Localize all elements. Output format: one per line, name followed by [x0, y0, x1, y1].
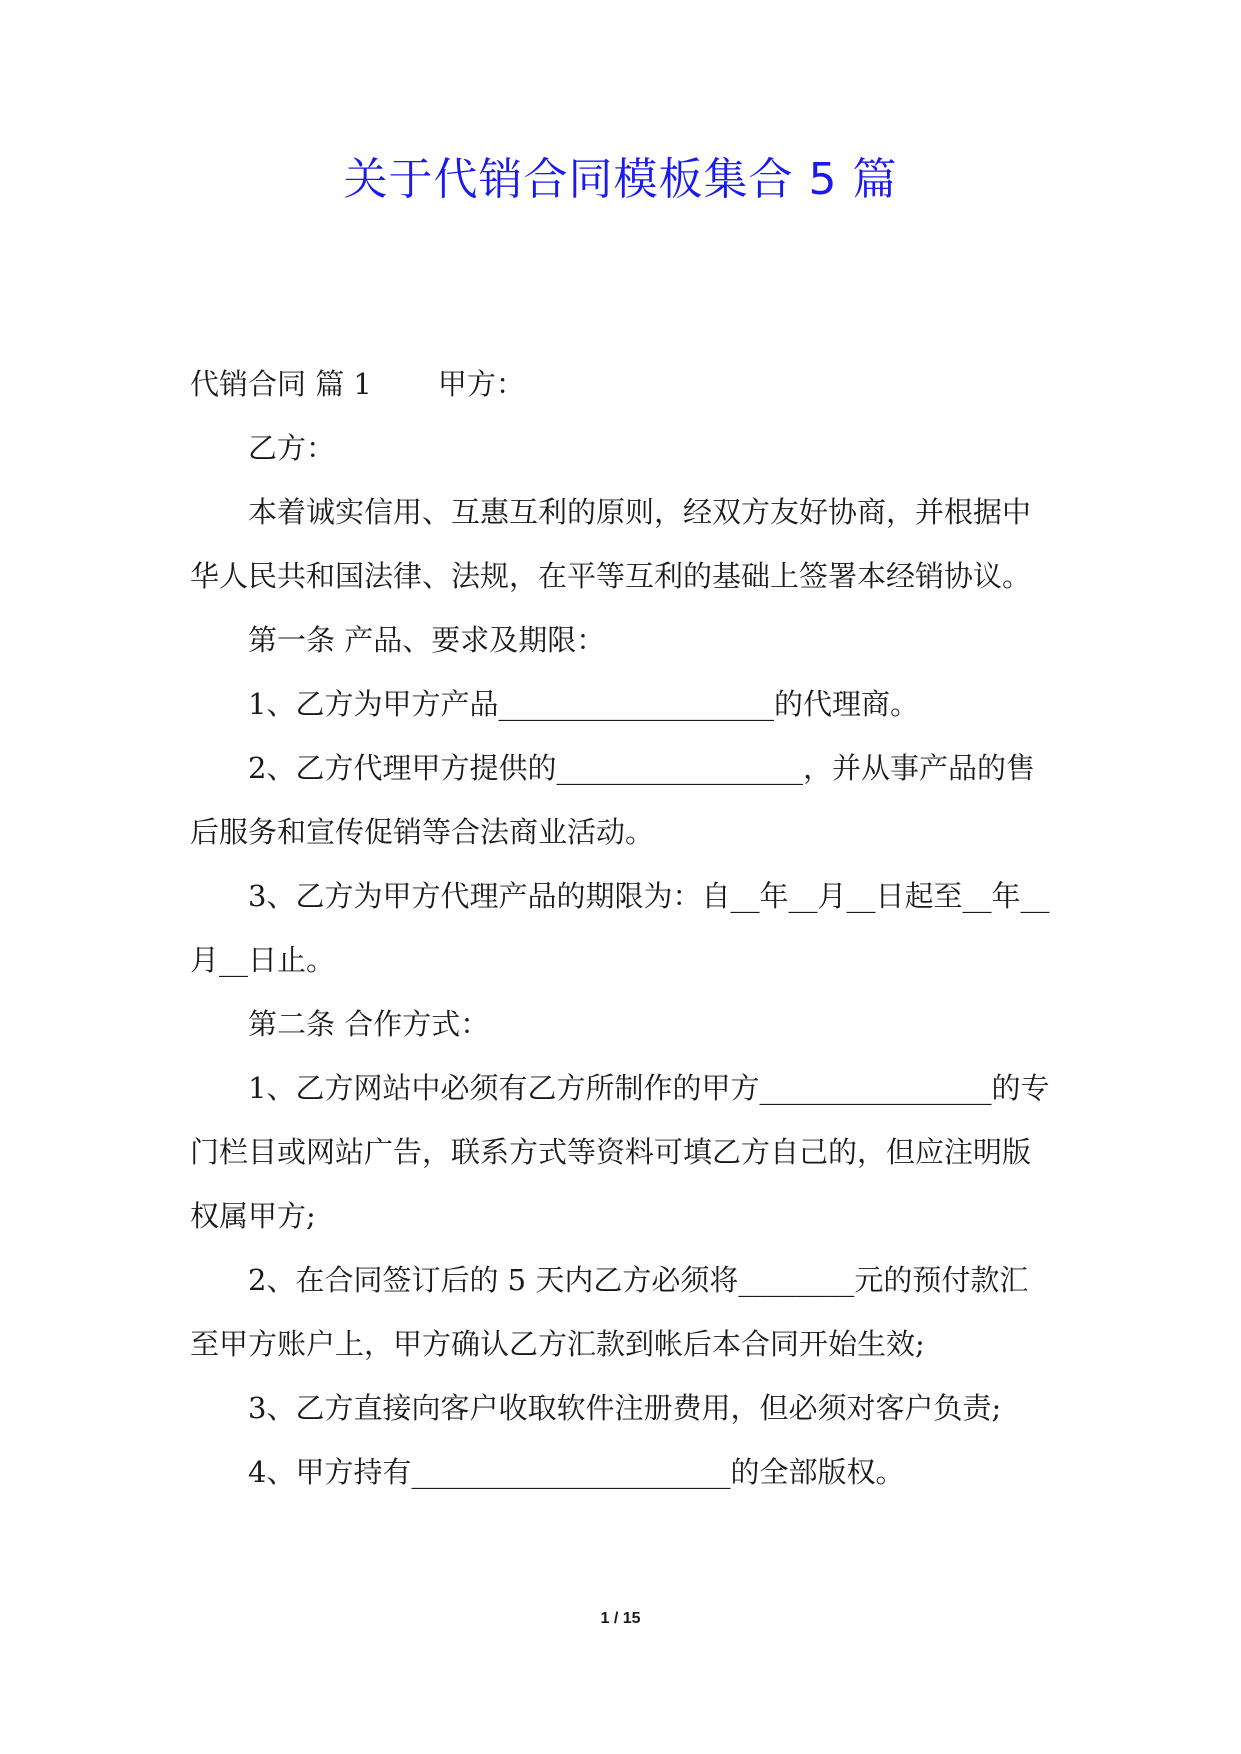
- paragraph: 1、乙方网站中必须有乙方所制作的甲方________________的专门栏目或网站广告，联系方式等资料可填乙方自己的，但应注明版权属甲方;: [190, 1071, 1050, 1233]
- paragraph: 第二条 合作方式：: [248, 1007, 490, 1041]
- paragraph: 2、乙方代理甲方提供的_________________，并从事产品的售后服务和宣传促销等合法商业活动。: [190, 751, 1035, 849]
- party-a-label: 甲方：: [437, 367, 525, 401]
- section-heading: 代销合同 篇 1: [190, 367, 372, 401]
- document-title: 关于代销合同模板集合 5 篇: [343, 154, 898, 205]
- paragraph: 本着诚实信用、互惠互利的原则，经双方友好协商，并根据中华人民共和国法律、法规，在平等互利的基础上签署本经销协议。: [190, 495, 1032, 593]
- paragraph: 4、甲方持有______________________的全部版权。: [248, 1455, 905, 1489]
- heading-line: [190, 352, 1052, 416]
- paragraph: 2、在合同签订后的 5 天内乙方必须将________元的预付款汇至甲方账户上，甲方确认乙方汇款到帐后本合同开始生效;: [190, 1263, 1029, 1361]
- paragraph: 3、乙方为甲方代理产品的期限为：自__年__月__日起至__年__月__日止。: [190, 879, 1050, 977]
- paragraph: 乙方：: [248, 431, 336, 465]
- paragraph: 1、乙方为甲方产品___________________的代理商。: [248, 687, 919, 721]
- document-body: [190, 352, 1052, 1504]
- paragraph: 3、乙方直接向客户收取软件注册费用，但必须对客户负责;: [248, 1391, 1002, 1425]
- paragraph: 第一条 产品、要求及期限：: [248, 623, 606, 657]
- page-indicator: 1 / 15: [600, 1610, 641, 1627]
